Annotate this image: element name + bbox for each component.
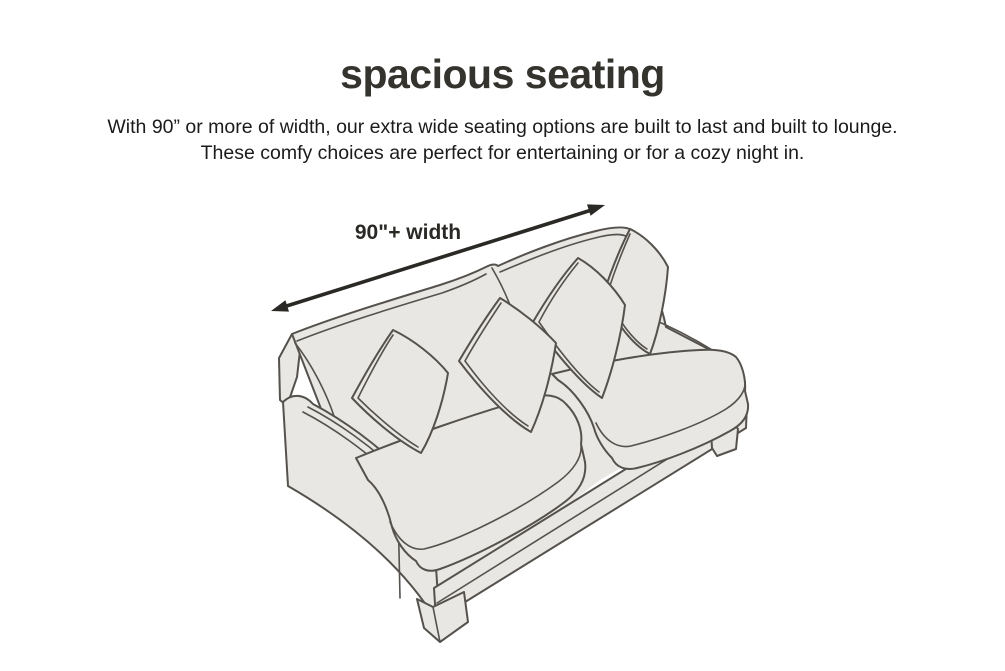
dimension-label: 90"+ width: [354, 221, 462, 244]
subtitle-line-2: These comfy choices are perfect for entertaining or for a cozy night in.: [200, 142, 805, 164]
dimension-arrow-head-left: [271, 300, 289, 311]
subtitle-line-1: With 90” or more of width, our extra wide seating options are built to last and built to lounge.: [107, 116, 898, 138]
dimension-arrow-head-right: [587, 204, 605, 215]
page-title: spacious seating: [340, 51, 665, 97]
